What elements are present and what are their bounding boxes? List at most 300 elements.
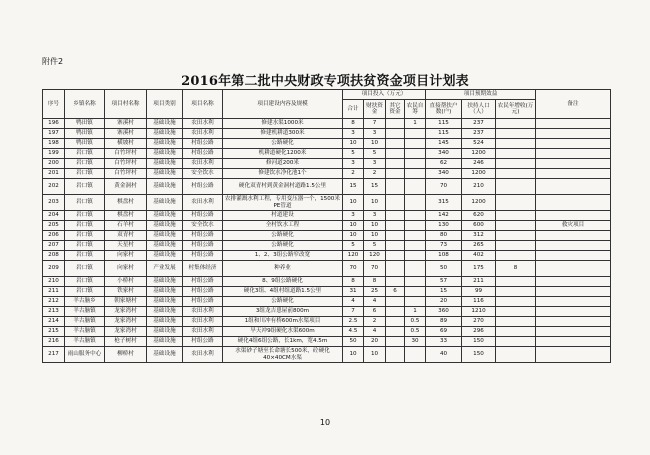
cell-name: 农田水利 <box>183 195 223 211</box>
cell-village: 向家村 <box>105 261 147 277</box>
cell-population: 1210 <box>462 307 496 317</box>
cell-households: 33 <box>426 337 462 347</box>
table-row <box>43 347 611 363</box>
cell-town: 羊古脑镇 <box>65 307 105 317</box>
header-village: 项目村名称 <box>105 90 147 119</box>
cell-population: 524 <box>462 139 496 149</box>
cell-town: 岩口镇 <box>65 251 105 261</box>
cell-total: 50 <box>343 337 364 347</box>
cell-income <box>496 327 536 337</box>
cell-self <box>405 297 426 307</box>
cell-category: 基础设施 <box>147 221 183 231</box>
cell-fiscal: 3 <box>364 129 386 139</box>
cell-content: 农排灌溉水利工程，专用变压器一个，1500米PE管道 <box>223 195 343 211</box>
cell-village: 天星村 <box>105 241 147 251</box>
cell-households: 40 <box>426 347 462 363</box>
header-other: 其它资金 <box>386 100 405 119</box>
cell-income <box>496 221 536 231</box>
cell-town: 岩口镇 <box>65 231 105 241</box>
cell-seq: 198 <box>43 139 65 149</box>
table-row <box>43 211 611 221</box>
header-households: 直接帮扶户数(户) <box>426 100 462 119</box>
cell-households: 62 <box>426 159 462 169</box>
cell-households: 315 <box>426 195 462 211</box>
table-row <box>43 261 611 277</box>
cell-town: 羊古脑镇 <box>65 327 105 337</box>
cell-seq: 208 <box>43 251 65 261</box>
cell-content: 硬化4组6组公路，长1km，宽4.5m <box>223 337 343 347</box>
cell-total: 5 <box>343 241 364 251</box>
cell-seq: 216 <box>43 337 65 347</box>
table-row <box>43 119 611 129</box>
cell-income <box>496 159 536 169</box>
cell-remark <box>536 287 611 297</box>
cell-population: 237 <box>462 129 496 139</box>
cell-content: 旱天冲9组硬化水渠600m <box>223 327 343 337</box>
cell-population: 620 <box>462 211 496 221</box>
cell-content: 3组龙吉患屋前800m <box>223 307 343 317</box>
cell-fiscal: 2 <box>364 169 386 179</box>
cell-village: 朝家塘村 <box>105 297 147 307</box>
cell-population: 150 <box>462 337 496 347</box>
cell-self <box>405 159 426 169</box>
cell-remark <box>536 261 611 277</box>
cell-remark: 救灾项目 <box>536 221 611 231</box>
cell-population: 116 <box>462 297 496 307</box>
cell-name: 村组公路 <box>183 251 223 261</box>
cell-other <box>386 211 405 221</box>
table-row <box>43 337 611 347</box>
cell-name: 村组公路 <box>183 179 223 195</box>
cell-name: 安全饮水 <box>183 169 223 179</box>
cell-households: 57 <box>426 277 462 287</box>
cell-other <box>386 307 405 317</box>
cell-content: 修河道200米 <box>223 159 343 169</box>
cell-self <box>405 129 426 139</box>
cell-population: 210 <box>462 179 496 195</box>
cell-households: 340 <box>426 149 462 159</box>
cell-village: 双青村 <box>105 231 147 241</box>
cell-self <box>405 251 426 261</box>
cell-town: 岩口镇 <box>65 261 105 277</box>
cell-remark <box>536 179 611 195</box>
table-row <box>43 159 611 169</box>
cell-village: 向家村 <box>105 251 147 261</box>
cell-other <box>386 317 405 327</box>
cell-fiscal: 5 <box>364 149 386 159</box>
cell-category: 基础设施 <box>147 119 183 129</box>
cell-category: 基础设施 <box>147 347 183 363</box>
cell-fiscal: 3 <box>364 211 386 221</box>
cell-remark <box>536 277 611 287</box>
cell-town: 岩口镇 <box>65 159 105 169</box>
cell-fiscal: 20 <box>364 337 386 347</box>
cell-remark <box>536 317 611 327</box>
cell-content: 公路硬化 <box>223 139 343 149</box>
cell-fiscal: 4 <box>364 297 386 307</box>
cell-other <box>386 159 405 169</box>
cell-town: 羊古脑镇 <box>65 337 105 347</box>
cell-content: 修建水渠1000米 <box>223 119 343 129</box>
cell-self <box>405 195 426 211</box>
cell-other <box>386 169 405 179</box>
cell-seq: 212 <box>43 297 65 307</box>
cell-self: 0.5 <box>405 327 426 337</box>
cell-name: 村组公路 <box>183 287 223 297</box>
cell-income <box>496 129 536 139</box>
cell-content: 村道建设 <box>223 211 343 221</box>
cell-seq: 213 <box>43 307 65 317</box>
cell-town: 岩口镇 <box>65 211 105 221</box>
cell-households: 115 <box>426 119 462 129</box>
cell-content: 水渠砂子塘至长命塘长500米，砼硬化40×40CM水渠 <box>223 347 343 363</box>
header-fiscal: 财扶资金 <box>364 100 386 119</box>
cell-other <box>386 179 405 195</box>
cell-name: 农田水利 <box>183 327 223 337</box>
table-row <box>43 251 611 261</box>
cell-other <box>386 327 405 337</box>
cell-total: 3 <box>343 159 364 169</box>
cell-remark <box>536 195 611 211</box>
header-income: 农民年增收(万元) <box>496 100 536 119</box>
cell-category: 基础设施 <box>147 277 183 287</box>
cell-population: 175 <box>462 261 496 277</box>
cell-remark <box>536 297 611 307</box>
cell-self: 1 <box>405 119 426 129</box>
cell-seq: 204 <box>43 211 65 221</box>
header-content: 项目建设内容及规模 <box>223 90 343 119</box>
cell-village: 铁家村 <box>105 287 147 297</box>
cell-fiscal: 15 <box>364 179 386 195</box>
header-benefit-group: 项目预期效益 <box>426 90 536 100</box>
cell-total: 8 <box>343 119 364 129</box>
cell-remark <box>536 307 611 317</box>
cell-town: 鸭田镇 <box>65 119 105 129</box>
cell-town: 岩口镇 <box>65 277 105 287</box>
cell-self <box>405 277 426 287</box>
cell-other <box>386 241 405 251</box>
table-row <box>43 241 611 251</box>
cell-income <box>496 337 536 347</box>
cell-fiscal: 10 <box>364 139 386 149</box>
cell-self <box>405 261 426 277</box>
cell-remark <box>536 159 611 169</box>
cell-category: 基础设施 <box>147 139 183 149</box>
cell-population: 237 <box>462 119 496 129</box>
cell-fiscal: 10 <box>364 221 386 231</box>
cell-households: 80 <box>426 231 462 241</box>
header-row-1 <box>43 90 611 100</box>
cell-other <box>386 149 405 159</box>
cell-content: 1组和川冲有桥600m水渠项目 <box>223 317 343 327</box>
cell-village: 横坡村 <box>105 139 147 149</box>
cell-village: 龙家湾村 <box>105 327 147 337</box>
cell-name: 村组公路 <box>183 337 223 347</box>
cell-total: 2 <box>343 169 364 179</box>
attachment-label: 附件2 <box>42 57 64 66</box>
cell-village: 石羊村 <box>105 221 147 231</box>
cell-households: 20 <box>426 297 462 307</box>
cell-name: 村组公路 <box>183 231 223 241</box>
header-remark: 备注 <box>536 90 611 119</box>
header-town: 乡镇名称 <box>65 90 105 119</box>
cell-name: 村组公路 <box>183 211 223 221</box>
cell-households: 108 <box>426 251 462 261</box>
cell-population: 265 <box>462 241 496 251</box>
cell-income <box>496 241 536 251</box>
cell-fiscal: 2 <box>364 317 386 327</box>
cell-content: 1、2、3组公路窄改宽 <box>223 251 343 261</box>
header-investment-group: 项目投入（万元） <box>343 90 426 100</box>
cell-households: 73 <box>426 241 462 251</box>
cell-fiscal: 7 <box>364 119 386 129</box>
cell-seq: 207 <box>43 241 65 251</box>
cell-content: 修建饮水净化池1个 <box>223 169 343 179</box>
cell-name: 农田水利 <box>183 129 223 139</box>
cell-other <box>386 261 405 277</box>
cell-households: 142 <box>426 211 462 221</box>
cell-income <box>496 139 536 149</box>
cell-total: 10 <box>343 139 364 149</box>
cell-town: 羊古脑乡 <box>65 297 105 307</box>
cell-households: 340 <box>426 169 462 179</box>
cell-population: 312 <box>462 231 496 241</box>
cell-remark <box>536 149 611 159</box>
cell-remark <box>536 211 611 221</box>
cell-self: 1 <box>405 307 426 317</box>
cell-name: 农田水利 <box>183 159 223 169</box>
cell-category: 产业发展 <box>147 261 183 277</box>
cell-fiscal: 10 <box>364 347 386 363</box>
table-row <box>43 327 611 337</box>
cell-income <box>496 195 536 211</box>
cell-fiscal: 120 <box>364 251 386 261</box>
cell-households: 70 <box>426 179 462 195</box>
cell-population: 270 <box>462 317 496 327</box>
cell-total: 5 <box>343 149 364 159</box>
cell-category: 基础设施 <box>147 159 183 169</box>
cell-name: 村组公路 <box>183 297 223 307</box>
cell-fiscal: 4 <box>364 327 386 337</box>
cell-category: 基础设施 <box>147 129 183 139</box>
cell-name: 农田水利 <box>183 119 223 129</box>
cell-category: 基础设施 <box>147 297 183 307</box>
cell-remark <box>536 169 611 179</box>
cell-self <box>405 149 426 159</box>
cell-other <box>386 231 405 241</box>
header-category: 项目类别 <box>147 90 183 119</box>
cell-seq: 197 <box>43 129 65 139</box>
cell-town: 岩口镇 <box>65 195 105 211</box>
cell-total: 2.5 <box>343 317 364 327</box>
cell-seq: 203 <box>43 195 65 211</box>
cell-other <box>386 195 405 211</box>
cell-content: 种养业 <box>223 261 343 277</box>
cell-category: 基础设施 <box>147 317 183 327</box>
cell-households: 130 <box>426 221 462 231</box>
cell-content: 全村饮水工程 <box>223 221 343 231</box>
cell-population: 150 <box>462 347 496 363</box>
cell-fiscal: 6 <box>364 307 386 317</box>
cell-content: 公路硬化 <box>223 297 343 307</box>
cell-remark <box>536 139 611 149</box>
cell-fiscal: 70 <box>364 261 386 277</box>
table-row <box>43 195 611 211</box>
cell-total: 10 <box>343 231 364 241</box>
cell-income <box>496 317 536 327</box>
cell-self <box>405 287 426 297</box>
cell-population: 1200 <box>462 149 496 159</box>
cell-category: 基础设施 <box>147 337 183 347</box>
cell-remark <box>536 251 611 261</box>
cell-content: 修建机耕道300米 <box>223 129 343 139</box>
cell-category: 基础设施 <box>147 287 183 297</box>
table-row <box>43 139 611 149</box>
cell-name: 农田水利 <box>183 347 223 363</box>
cell-fiscal: 3 <box>364 159 386 169</box>
cell-income <box>496 307 536 317</box>
cell-total: 4.5 <box>343 327 364 337</box>
cell-income <box>496 169 536 179</box>
cell-total: 4 <box>343 297 364 307</box>
cell-self <box>405 221 426 231</box>
cell-seq: 217 <box>43 347 65 363</box>
cell-self <box>405 211 426 221</box>
cell-content: 8、9组公路硬化 <box>223 277 343 287</box>
cell-town: 羊古脑镇 <box>65 317 105 327</box>
cell-income <box>496 149 536 159</box>
cell-category: 基础设施 <box>147 307 183 317</box>
cell-seq: 211 <box>43 287 65 297</box>
cell-population: 600 <box>462 221 496 231</box>
cell-seq: 202 <box>43 179 65 195</box>
cell-total: 10 <box>343 195 364 211</box>
cell-village: 枪子树村 <box>105 337 147 347</box>
cell-fiscal: 5 <box>364 241 386 251</box>
table-row <box>43 287 611 297</box>
table-row <box>43 169 611 179</box>
project-plan-table <box>42 89 611 363</box>
cell-total: 3 <box>343 211 364 221</box>
cell-remark <box>536 347 611 363</box>
cell-self <box>405 169 426 179</box>
cell-self: 30 <box>405 337 426 347</box>
cell-village: 寨溪村 <box>105 119 147 129</box>
header-seq: 序号 <box>43 90 65 119</box>
cell-income: 8 <box>496 261 536 277</box>
cell-remark <box>536 129 611 139</box>
cell-other <box>386 347 405 363</box>
cell-town: 鸭田镇 <box>65 129 105 139</box>
cell-village: 棋盘村 <box>105 195 147 211</box>
cell-seq: 199 <box>43 149 65 159</box>
cell-name: 村组公路 <box>183 277 223 287</box>
cell-category: 基础设施 <box>147 241 183 251</box>
cell-other <box>386 139 405 149</box>
page-title: 2016年第二批中央财政专项扶贫资金项目计划表 <box>181 74 469 89</box>
cell-households: 360 <box>426 307 462 317</box>
table-body <box>43 119 611 363</box>
page-number: 10 <box>319 418 331 427</box>
cell-self <box>405 179 426 195</box>
cell-category: 基础设施 <box>147 179 183 195</box>
cell-population: 99 <box>462 287 496 297</box>
table-row <box>43 307 611 317</box>
cell-seq: 200 <box>43 159 65 169</box>
cell-self: 0.5 <box>405 317 426 327</box>
cell-total: 120 <box>343 251 364 261</box>
cell-self <box>405 231 426 241</box>
cell-seq: 210 <box>43 277 65 287</box>
cell-village: 棋盘村 <box>105 211 147 221</box>
cell-content: 硬化双青村到黄金洞村道路1.5公里 <box>223 179 343 195</box>
cell-name: 村组公路 <box>183 149 223 159</box>
cell-village: 龙家湾村 <box>105 307 147 317</box>
header-total: 合计 <box>343 100 364 119</box>
cell-category: 基础设施 <box>147 195 183 211</box>
cell-households: 115 <box>426 129 462 139</box>
cell-remark <box>536 119 611 129</box>
cell-fiscal: 8 <box>364 277 386 287</box>
cell-total: 8 <box>343 277 364 287</box>
cell-content: 公路硬化 <box>223 231 343 241</box>
cell-category: 基础设施 <box>147 327 183 337</box>
cell-village: 白竹坪村 <box>105 159 147 169</box>
cell-town: 岩口镇 <box>65 169 105 179</box>
cell-households: 15 <box>426 287 462 297</box>
cell-income <box>496 287 536 297</box>
cell-town: 岩口镇 <box>65 287 105 297</box>
cell-category: 基础设施 <box>147 231 183 241</box>
cell-other: 6 <box>386 287 405 297</box>
cell-name: 安全饮水 <box>183 221 223 231</box>
cell-village: 柳桥村 <box>105 347 147 363</box>
cell-category: 基础设施 <box>147 149 183 159</box>
cell-self <box>405 139 426 149</box>
cell-households: 145 <box>426 139 462 149</box>
cell-remark <box>536 337 611 347</box>
cell-remark <box>536 241 611 251</box>
cell-self <box>405 347 426 363</box>
cell-name: 农田水利 <box>183 307 223 317</box>
header-name: 项目名称 <box>183 90 223 119</box>
cell-remark <box>536 231 611 241</box>
cell-seq: 196 <box>43 119 65 129</box>
cell-population: 296 <box>462 327 496 337</box>
cell-population: 1200 <box>462 195 496 211</box>
cell-total: 10 <box>343 347 364 363</box>
cell-category: 基础设施 <box>147 211 183 221</box>
cell-income <box>496 277 536 287</box>
cell-fiscal: 10 <box>364 231 386 241</box>
cell-village: 小桥村 <box>105 277 147 287</box>
table-row <box>43 317 611 327</box>
cell-other <box>386 221 405 231</box>
table-row <box>43 221 611 231</box>
cell-village: 白竹坪村 <box>105 149 147 159</box>
table-row <box>43 149 611 159</box>
table-row <box>43 297 611 307</box>
cell-households: 89 <box>426 317 462 327</box>
cell-fiscal: 10 <box>364 195 386 211</box>
cell-category: 基础设施 <box>147 169 183 179</box>
cell-population: 402 <box>462 251 496 261</box>
cell-town: 岩口镇 <box>65 149 105 159</box>
cell-other <box>386 251 405 261</box>
cell-population: 246 <box>462 159 496 169</box>
cell-population: 1200 <box>462 169 496 179</box>
cell-town: 雨山服务中心 <box>65 347 105 363</box>
